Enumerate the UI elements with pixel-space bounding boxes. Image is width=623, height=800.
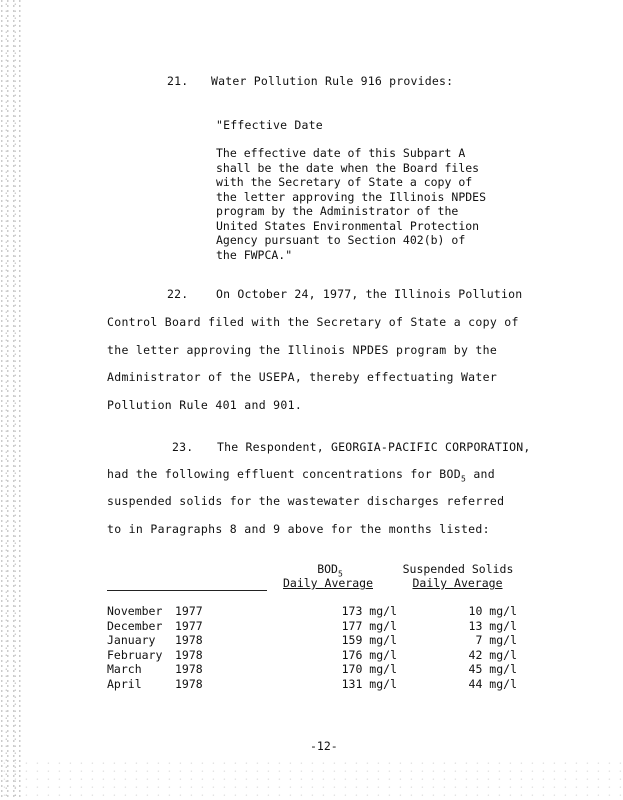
para22-line: Administrator of the USEPA, thereby effectuating Water (107, 370, 498, 384)
ss-header: Suspended Solids (402, 562, 514, 576)
effluent-table (107, 604, 517, 692)
table-row (107, 662, 517, 677)
ss-cell: 45 mg/l (468, 662, 517, 677)
page-number: -12- (310, 739, 338, 753)
table-row (107, 619, 517, 634)
para23-line2-end: and (466, 467, 495, 481)
ss-cell: 44 mg/l (468, 676, 517, 691)
quote-line: shall be the date when the Board files (216, 160, 480, 175)
year-cell: 1978 (175, 633, 203, 648)
month-cell: March (107, 662, 142, 677)
year-cell: 1977 (175, 618, 203, 633)
bod-subheader: Daily Average (282, 576, 373, 590)
bod-header-subscript: 5 (337, 569, 343, 579)
quote-line: The effective date of this Subpart A (216, 146, 466, 160)
month-cell: December (107, 618, 163, 633)
bod-cell: 176 mg/l (341, 647, 397, 662)
quote-title: "Effective Date (216, 118, 323, 132)
quote-line: United States Environmental Protection (216, 218, 480, 233)
ss-cell: 10 mg/l (468, 604, 517, 618)
para22-number: 22. (167, 287, 189, 301)
quote-block (216, 146, 516, 262)
table-row (107, 604, 517, 619)
ss-cell: 13 mg/l (468, 618, 517, 633)
scan-bottom-noise (0, 760, 623, 800)
table-row (107, 677, 517, 692)
para22-line: On October 24, 1977, the Illinois Pollution (216, 287, 523, 301)
year-cell: 1978 (175, 662, 203, 677)
bod-cell: 170 mg/l (341, 662, 397, 677)
ss-subheader: Daily Average (412, 576, 503, 590)
para23-line: to in Paragraphs 8 and 9 above for the months listed: (107, 522, 490, 536)
quote-line: program by the Administrator of the (216, 204, 459, 218)
month-cell: April (107, 676, 142, 691)
para21-number: 21. (167, 74, 189, 88)
para21-text: Water Pollution Rule 916 provides: (211, 74, 454, 88)
para22-line: Control Board filed with the Secretary of State a copy of (107, 315, 519, 329)
para23-number: 23. (172, 440, 194, 454)
para23-line2-text: had the following effluent concentrations for BOD (107, 467, 461, 481)
bod-subscript: 5 (460, 474, 467, 484)
month-column-rule (107, 590, 267, 591)
ss-cell: 42 mg/l (468, 647, 517, 662)
bod-cell: 173 mg/l (341, 604, 397, 618)
bod-cell: 131 mg/l (341, 676, 397, 691)
quote-line: Agency pursuant to Section 402(b) of (216, 233, 466, 247)
year-cell: 1978 (175, 647, 203, 662)
ss-cell: 7 mg/l (475, 633, 517, 648)
para23-line: The Respondent, GEORGIA-PACIFIC CORPORATION, (217, 440, 531, 454)
quote-line: with the Secretary of State a copy of (216, 175, 473, 189)
quote-line: the letter approving the Illinois NPDES (216, 189, 487, 204)
para22-line: the letter approving the Illinois NPDES program by the (107, 343, 498, 357)
para23-line (107, 467, 495, 483)
para22-line: Pollution Rule 401 and 901. (107, 398, 303, 412)
table-row (107, 648, 517, 663)
scan-edge-noise (0, 0, 22, 800)
bod-cell: 159 mg/l (341, 633, 397, 648)
month-cell: February (107, 647, 163, 662)
year-cell: 1978 (175, 676, 203, 691)
month-cell: January (107, 633, 156, 648)
year-cell: 1977 (175, 604, 203, 618)
quote-line: the FWPCA." (216, 247, 293, 262)
para23-line: suspended solids for the wastewater discharges referred (107, 494, 505, 508)
table-row (107, 633, 517, 648)
month-cell: November (107, 604, 163, 618)
bod-cell: 177 mg/l (341, 618, 397, 633)
bod-header-text: BOD (317, 562, 338, 576)
